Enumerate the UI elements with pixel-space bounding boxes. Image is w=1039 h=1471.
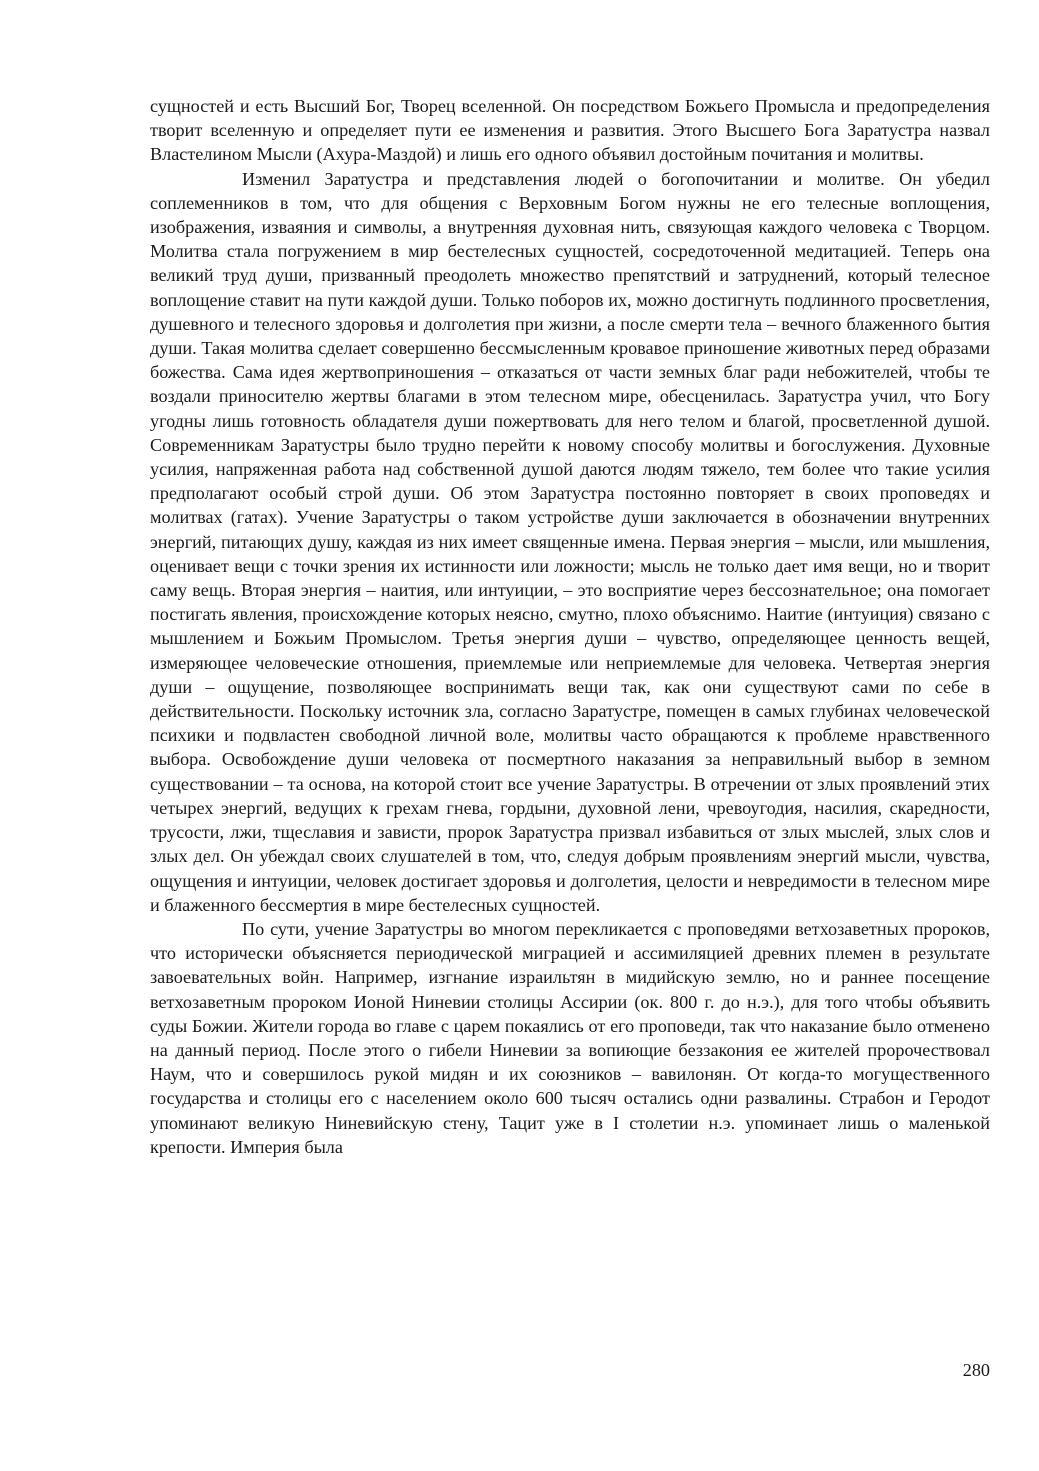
document-page — [150, 94, 990, 1159]
paragraph-3: По сути, учение Заратустры во многом перекликается с проповедями ветхозаветных пророков, что исторически объясняется периодической миграцией и ассимиляцией древних племен в результате завоевательных войн. Например, изгнание израильтян в мидийскую землю, но и раннее посещение ветхозаветным пророком Ионой Ниневии столицы Ассирии (ок. 800 г. до н.э.), для того чтобы объявить суды Божии. Жители города во главе с царем покаялись от его проповеди, так что наказание было отменено на данный период. После этого о гибели Ниневии за вопиющие беззакония ее жителей пророчествовал Наум, что и совершилось рукой мидян и их союзников – вавилонян. От когда-то могущественного государства и столицы его с населением около 600 тысяч остались одни развалины. Страбон и Геродот упоминают великую Ниневийскую стену, Тацит уже в I столетии н.э. упоминает лишь о маленькой крепости. Империя была — [150, 918, 990, 1157]
page-number: 280 — [962, 1360, 990, 1380]
paragraph-2: Изменил Заратустра и представления людей о богопочитании и молитве. Он убедил соплеменников в том, что для общения с Верховным Богом нужны не его телесные воплощения, изображения, изваяния и символы, а внутренняя духовная нить, связующая каждого человека с Творцом. Молитва стала погружением в мир бестелесных сущностей, сосредоточенной медитацией. Теперь она великий труд души, призванный преодолеть множество препятствий и затруднений, который телесное воплощение ставит на пути каждой души. Только поборов их, можно достигнуть подлинного просветления, душевного и телесного здоровья и долголетия при жизни, а после смерти тела – вечного блаженного бытия души. Такая молитва сделает совершенно бессмысленным кровавое приношение животных перед образами божества. Сама идея жертвоприношения – отказаться от части земных благ ради небожителей, чтобы те воздали приносителю жертвы благами в этом телесном мире, обесценилась. Заратустра учил, что Богу угодны лишь готовность обладателя души пожертвовать для него телом и благой, просветленной душой. Современникам Заратустры было трудно перейти к новому способу молитвы и богослужения. Духовные усилия, напряженная работа над собственной душой даются людям тяжело, тем более что такие усилия предполагают особый строй души. Об этом Заратустра постоянно повторяет в своих проповедях и молитвах (гатах). Учение Заратустры о таком устройстве души заключается в обозначении внутренних энергий, питающих душу, каждая из них имеет священные имена. Первая энергия – мысли, или мышления, оценивает вещи с точки зрения их истинности или ложности; мысль не только дает имя вещи, но и творит саму вещь. Вторая энергия – наития, или интуиции, – это восприятие через бессознательное; она помогает постигать явления, происхождение которых неясно, смутно, плохо объяснимо. Наитие (интуиция) связано с мышлением и Божьим Промыслом. Третья энергия души – чувство, определяющее ценность вещей, измеряющее человеческие отношения, приемлемые или неприемлемые для человека. Четвертая энергия души – ощущение, позволяющее воспринимать вещи так, как они существуют сами по себе в действительности. Поскольку источник зла, согласно Заратустре, помещен в самых глубинах человеческой психики и подвластен свободной личной воле, молитвы часто обращаются к проблеме нравственного выбора. Освобождение души человека от посмертного наказания за неправильный выбор в земном существовании – та основа, на которой стоит все учение Заратустры. В отречении от злых проявлений этих четырех энергий, ведущих к грехам гнева, гордыни, духовной лени, чревоугодия, насилия, скаредности, трусости, лжи, тщеславия и зависти, пророк Заратустра призвал избавиться от злых мыслей, злых слов и злых дел. Он убеждал своих слушателей в том, что, следуя добрым проявлениям энергий мысли, чувства, ощущения и интуиции, человек достигает здоровья и долголетия, целости и невредимости в телесном мире и блаженного бессмертия в мире бестелесных сущностей. — [150, 168, 990, 915]
paragraph-1: сущностей и есть Высший Бог, Творец вселенной. Он посредством Божьего Промысла и предопределения творит вселенную и определяет пути ее изменения и развития. Этого Высшего Бога Заратустра назвал Властелином Мысли (Ахура-Маздой) и лишь его одного объявил достойным почитания и молитвы. — [150, 96, 990, 165]
